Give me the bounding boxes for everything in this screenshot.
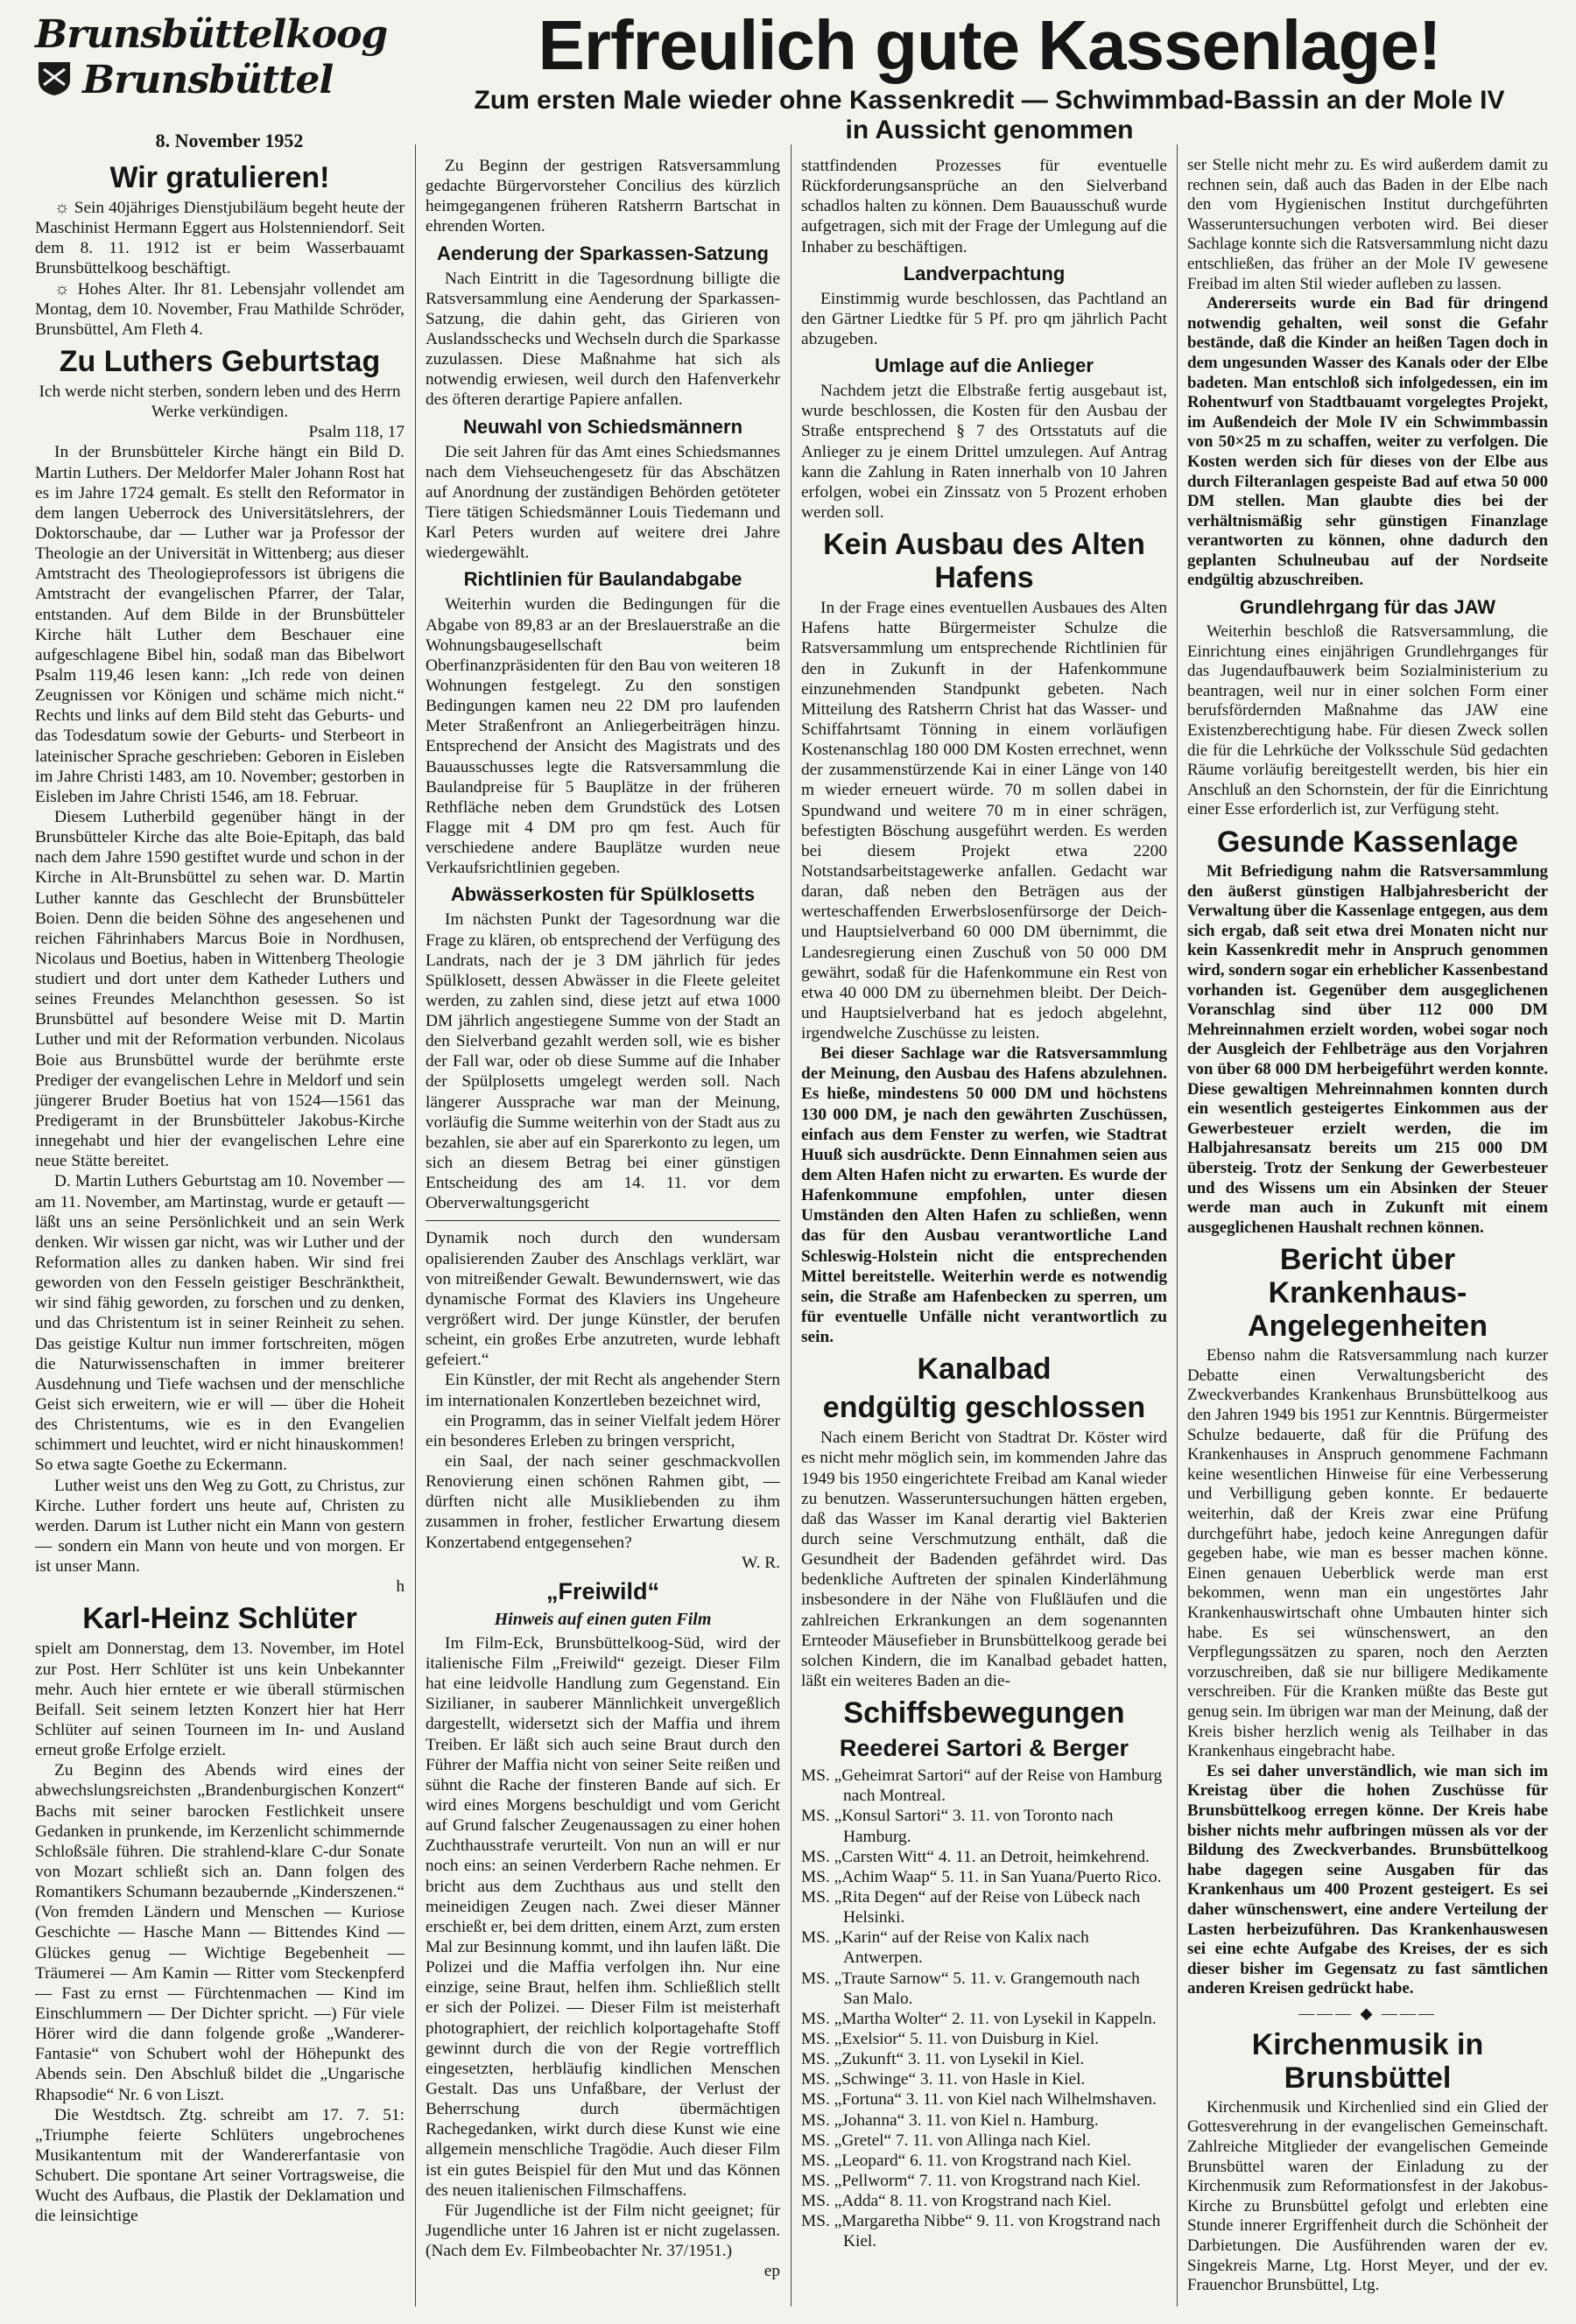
article-paragraph: Die Westdtsch. Ztg. schreibt am 17. 7. 51: „Triumphe feierte Schlüters ungebrochenes Musikantentum mit der Wandererfantasie von Schubert. Die spontane Art seiner Vortragsweise, die Wucht des Aufbaus, die Plastik der Deklamation und die leinsichtige [35,2105,405,2226]
ship-entry: MS. „Karin“ auf der Reise von Kalix nach Antwerpen. [801,1928,1089,1968]
article-paragraph: Es sei daher unverständlich, wie man sich im Kreistag über die hohen Zuschüsse für Brunsbüttelkoog erregen könne. Der Kreis habe bisher nichts mehr aufbringen müssen als vor der Bildung des Zweckverbandes. Brunsbüttelkoog habe dagegen seine Ausgaben für das Krankenhaus um 400 Prozent gesteigert. Es sei daher wünschenswert, eine andere Verteilung der Lasten herbeizuführen. Das Krankenhauswesen sei eine echte Aufgabe des Kreises, der es sich dieser bisher im Gegensatz zu fast sämtlichen anderen Kreisen gedrückt habe. [1187,1761,1548,1998]
column-rule [1177,144,1178,2306]
author-sign: h [396,1577,405,1597]
ship-entry: MS. „Schwinge“ 3. 11. von Hasle in Kiel. [801,2070,1086,2089]
masthead-line-1: Brunsbüttelkoog [35,12,388,57]
column-1 [35,156,405,2227]
ship-entry: MS. „Zukunft“ 3. 11. von Lysekil in Kiel. [801,2050,1085,2069]
article-paragraph: Diesem Lutherbild gegenüber hängt in der Brunsbütteler Kirche das alte Boie-Epitaph, das bald nach dem Jahre 1590 gestiftet wurde und schon in der Kirche in Alt-Brunsbüttel zu sehen war. D. Martin Luther kannte das Geschlecht der Brunsbütteler Boien. Denn die beiden Söhne des angesehenen und reichen Fährinhabers Marcus Boie in Nordhusen, Nicolaus und Boetius, haben in Wittenberg Theologie studiert und dort unter dem Katheder Luthers und seines Freundes Melanchthon gesessen. So ist Brunsbüttel auf besondere Weise mit D. Martin Luther und mit der Reformation verbunden. Nicolaus Boie aus Brunsbüttel wurde der berühmte erste Prediger der evangelischen Lehre in Meldorf und sein jüngerer Bruder Boetius hat von 1524—1561 das Predigeramt in der Brunsbütteler Jakobus-Kirche innegehabt und hier der evangelischen Lehre eine neue Stätte bereitet. [35,807,405,1171]
main-subheadline-2: in Aussicht genommen [845,116,1134,144]
section-title-krankenhaus: Bericht über Krankenhaus-Angelegenheiten [1248,1243,1488,1344]
section-title-jaw: Grundlehrgang für das JAW [1239,596,1496,619]
ship-entry: MS. „Geheimrat Sartori“ auf der Reise von Hamburg nach Montreal. [801,1766,1163,1806]
section-title-hafen: Kein Ausbau des Alten Hafens [823,528,1145,595]
article-paragraph: Dynamik noch durch den wundersam opalisierenden Zauber des Anschlags verklärt, war von mitreißender Gewalt. Bewundernswert, wie das dynamische Format des Klaviers ins Ungeheure vergrößert wird. Der junge Künstler, der berufen scheint, ein großes Erbe anzutreten, wurde lebhaft gefeiert.“ [426,1229,780,1370]
section-title-kanalbad: Kanalbad [917,1352,1052,1387]
article-paragraph: Ein Künstler, der mit Recht als angehender Stern im internationalen Konzertleben bezeichnet wird, [426,1371,780,1410]
ship-entry: MS. „Pellworm“ 7. 11. von Krogstrand nach Kiel. [801,2171,1141,2190]
article-paragraph: Im nächsten Punkt der Tagesordnung war die Frage zu klären, ob entsprechend der Verfügung des Landrats, nach der je 3 DM jährlich für jedes Spülklosett, dessen Abwässer in die Fleete geleitet werden, zu zahlen sind, diese jetzt auf etwa 1000 DM jährlich angestiegene Summe von der Stadt an den Sielverband gezahlt werden soll, wie es bisher der Fall war, oder ob diese Summe auf die Inhaber der Spülplosetts umgelegt werden soll. Nach längerer Aussprache war man der Meinung, vorläufig die Summe weiterhin von der Stadt aus zu bezahlen, sie aber auf ein Sparerkonto zu legen, um sich an diesem Betrag bei einer günstigen Entscheidung des am 14. 11. vor dem Oberverwaltungsgericht [426,910,780,1213]
ship-entry: MS. „Traute Sarnow“ 5. 11. v. Grangemouth nach San Malo. [801,1969,1140,2008]
section-subtitle-freiwild: Hinweis auf einen guten Film [494,1609,712,1629]
masthead-line-2: Brunsbüttel [82,58,334,102]
section-title-schiffe: Schiffsbewegungen [843,1696,1125,1731]
article-paragraph: ☼ Sein 40jähriges Dienstjubiläum begeht heute der Maschinist Hermann Eggert aus Holstenniendorf. Seit dem 8. 11. 1912 ist er beim Wasserbauamt Brunsbüttelkoog beschäftigt. [35,199,405,278]
article-paragraph: Nach Eintritt in die Tagesordnung billigte die Ratsversammlung eine Aenderung der Sparkassen-Satzung, die dahin geht, das Girieren von Auslandsschecks und Wechseln durch die Sparkasse zuzulassen. Diese Maßnahme hat sich als notwendig erwiesen, weil durch den Hafenverkehr des öfteren derartige Papiere anfallen. [426,269,780,410]
section-title-kanalbad-2: endgültig geschlossen [822,1391,1146,1425]
article-paragraph: Für Jugendliche ist der Film nicht geeignet; für Jugendliche unter 16 Jahren ist er nicht zugelassen. (Nach dem Ev. Filmbeobachter Nr. 37/1951.) [426,2201,780,2261]
article-paragraph: Zu Beginn der gestrigen Ratsversammlung gedachte Bürgervorsteher Concilius des kürzlich heimgegangenen früheren Ratsherrn Bartschat in ehrenden Worten. [426,157,780,236]
bible-quote-source: Psalm 118, 17 [308,423,405,442]
article-paragraph: ☼ Hohes Alter. Ihr 81. Lebensjahr vollendet am Montag, dem 10. November, Frau Mathilde Schröder, Brunsbüttel, Am Fleth 4. [35,279,405,339]
ship-entry: MS. „Adda“ 8. 11. von Krogstrand nach Kiel. [801,2192,1112,2211]
ship-entry: MS. „Exelsior“ 5. 11. von Duisburg in Kiel. [801,2029,1100,2048]
article-paragraph: ein Programm, das in seiner Vielfalt jedem Hörer ein besonderes Erleben zu bringen verspricht, [426,1411,780,1450]
ship-entry: MS. „Carsten Witt“ 4. 11. an Detroit, heimkehrend. [801,1847,1150,1866]
column-rule [791,144,792,2306]
ship-entry: MS. „Margaretha Nibbe“ 9. 11. von Krogstrand nach Kiel. [801,2212,1161,2251]
article-paragraph: Andererseits wurde ein Bad für dringend notwendig gehalten, weil sonst die Gefahr bestände, daß die Kinder an heißen Tagen doch in dem ungesunden Wasser des Kanals oder der Elbe badeten. Man entschloß sich infolgedessen, ein im Rohentwurf von Stadtbauamt vorgelegtes Projekt, im Außendeich der Mole IV ein Schwimmbassin von 50×25 m zu schaffen, weiter zu verfolgen. Die Kosten werden sich für dieses von der Elbe aus durch Filteranlagen gespeiste Bad auf etwa 50 000 DM stellen. Man glaubte dies bei der verhältnismäßig sehr günstigen Finanzlage verantworten zu können, ohne dadurch den geplanten Schulneubau auf der Nordseite endgültig abzuschreiben. [1187,294,1548,590]
section-title-umlage: Umlage auf die Anlieger [875,355,1094,377]
column-3 [801,156,1167,2252]
article-paragraph: Einstimmig wurde beschlossen, das Pachtland an den Gärtner Liedtke für 5 Pf. pro qm jährlich Pacht abzugeben. [801,289,1167,348]
ship-entry: MS. „Achim Waap“ 5. 11. in San Yuana/Puerto Rico. [801,1867,1162,1886]
ship-list [801,1766,1167,2251]
bible-quote: Ich werde nicht sterben, sondern leben und des Herrn Werke verkündigen. [39,382,401,422]
article-paragraph: Im Film-Eck, Brunsbüttelkoog-Süd, wird der italienische Film „Freiwild“ gezeigt. Dieser Film hat eine leidvolle Handlung zum Gegenstand. Ein Sizilianer, in sauberer Männlichkeit unvergeßlich dargestellt, widersetzt sich der Maffia und ihrem Treiben. Er läßt sich auch seine Braut durch den Führer der Maffia nicht von seiner Seite reißen und sühnt die Rache der finsteren Bande auf sich. Er wird eines Morgens beschuldigt und vom Gericht auf Grund falscher Zeugenaussagen zu einer hohen Zuchthausstrafe verurteilt. Von nun an will er nur noch eins: an seinen Verderbern Rache nehmen. Er bricht aus dem Zuchthaus aus und stellt den meineidigen Zeugen nach. Zwei dieser Männer erschießt er, bei dem dritten, einem Arzt, zum ersten Mal zur Besinnung kommt, und ihn laufen läßt. Die Polizei und die Maffia verfolgen ihn. Nur eine einzige, seine Braut, helfen ihm. Schließlich stellt er sich der Polizei. — Dieser Film ist meisterhaft photographiert, der reichlich kolportagehafte Stoff gewinnt durch die von der Regie vortrefflich eingesetzten, herbläufig kindlichen Menschen Gestalt. Das uns Unfaßbare, der Verlust der Beherrschung durch übermächtigen Rachegedanken, wirkt durch diese Kunst wie eine allgemein menschliche Tragödie. Auch dieser Film ist ein gutes Beispiel für den Mut und das Können des neuen italienischen Filmschaffens. [426,1633,780,2200]
article-paragraph: Die seit Jahren für das Amt eines Schiedsmannes nach dem Viehseuchengesetz für das Abschätzen auf Anordnung der zuständigen Behörden getöteter Tiere tätigen Schiedsmänner Louis Tiedemann und Karl Peters wurden auf weitere drei Jahre wiedergewählt. [426,442,780,563]
section-title-schiedsmaenner: Neuwahl von Schiedsmännern [462,415,743,438]
column-rule [415,144,416,2306]
ship-entry: MS. „Fortuna“ 3. 11. von Kiel nach Wilhelmshaven. [801,2090,1157,2110]
crest-icon [35,59,74,108]
article-paragraph: In der Frage eines eventuellen Ausbaues des Alten Hafens hatte Bürgermeister Schulze die Ratsversammlung um entsprechende Richtlinien für den in Zukunft in der Hafenkommune einzunehmenden Standpunkt gebeten. Nach Mitteilung des Ratsherrn Christ hat das Wasser- und Schiffahrtsamt Tönning in einem vorläufigen Kostenanschlag 180 000 DM Kosten errechnet, wenn der zusammenstürzende Kai in einer Länge von 140 m wieder erneuert würde. 70 m sollen dabei in Spundwand und weitere 70 m in einer schrägen, befestigten Böschung ausgeführt werden. Es werden bei diesem Projekt etwa 2200 Notstandsarbeitstagewerke anfallen. Gedacht war daran, daß neben den Beträgen aus der werteschaffenden Erwerbslosenfürsorge der Deich- und Hauptsielverband 60 000 DM übernimmt, die Landesregierung einen Zuschuß von 50 000 DM gewährt, sodaß für die Hafenkommune ein Rest von etwa 40 000 DM zu übernehmen bleibt. Der Deich- und Hauptsielverband hat es jedoch abgelehnt, irgendwelche Zuschüsse zu leisten. [801,599,1167,1043]
article-paragraph: Luther weist uns den Weg zu Gott, zu Christus, zur Kirche. Luther fordert uns heute auf, Christen zu werden. Darum ist Luther nicht ein Mann von gestern — sondern ein Mann von heute und von morgen. Er ist unser Mann. [35,1476,405,1576]
main-headline: Erfreulich gute Kassenlage! [538,6,1441,84]
column-4 [1187,156,1548,2296]
section-title-kassenlage: Gesunde Kassenlage [1217,825,1518,859]
section-title-luther: Zu Luthers Geburtstag [59,344,381,378]
article-paragraph: Mit Befriedigung nahm die Ratsversammlung den äußerst günstigen Halbjahresbericht der Verwaltung über die Kassenlage entgegen, aus dem sich ergab, daß seit etwa drei Monaten nicht nur kein Kassenkredit mehr in Anspruch genommen wird, sondern sogar ein erheblicher Kassenbestand vorhanden ist. Gegenüber dem ausgeglichenen Voranschlag sind über 112 000 DM Mehreinnahmen erzielt worden, wobei sogar noch der Ausgleich der Fehlbeträge aus den Vorjahren von über 68 000 DM herbeigeführt werden konnte. Diese gewaltigen Mehreinnahmen konnten durch ein wesentlich gesteigertes Einkommen aus der Gewerbesteuer erzielt werden, die im Halbjahresansatz bereits um 215 000 DM übersteig. Trotz der Senkung der Gewerbesteuer und des Wissens um ein Absinken der Steuer werde man auch in Zukunft mit einem ausgeglichenen Haushalt rechnen können. [1187,862,1548,1237]
issue-date: 8. November 1952 [155,130,304,151]
article-paragraph: stattfindenden Prozesses für eventuelle Rückforderungsansprüche an den Sielverband schadlos halten zu können. Dem Bauausschuß wurde aufgetragen, sich mit der Frage der Umlegung auf die Inhaber zu beschäftigen. [801,157,1167,256]
article-paragraph: D. Martin Luthers Geburtstag am 10. November — am 11. November, am Martinstag, wurde er getauft — läßt uns an seine Persönlichkeit und an sein Werk denken. Wir wissen gar nicht, was wir Luther und der Reformation alles zu danken haben. Wir sind frei geworden von den Fesseln geistiger Beschränktheit, wir sind fähig geworden, zu forschen und zu denken, und das Christentum ist in seiner Reinheit zu sehen. Das geistige Kultur nun immer fortschreiten, mögen die Naturwissenschaften in immer breiterer Ausdehnung und Tiefe wachsen und der menschliche Geist sich erweitern, wie er will — über die Hoheit des Christentums, wie es in den Evangelien schimmert und leuchtet, wird er nicht hinauskommen! So etwa sagte Goethe zu Eckermann. [35,1172,405,1475]
author-sign: ep [763,2262,780,2281]
article-paragraph: Zu Beginn des Abends wird eines der abwechslungsreichsten „Brandenburgischen Konzert“ Bachs mit seiner barocken Festlichkeit unsere Gedanken in prunkende, im Kerzenlicht schimmernde Schloßsäle führen. Die strahlend-klare C-dur Sonate von Mozart schließt sich an. Dann folgen des Romantikers Schumann bezaubernde „Kinderszenen.“ (Von fremden Ländern und Menschen — Kuriose Geschichte — Hasche Mann — Bittendes Kind — Glückes genug — Wichtige Begebenheit — Träumerei — Am Kamin — Ritter vom Steckenpferd — Fast zu ernst — Fürchtenmachen — Kind im Einschlummern — Der Dichter spricht. —) Für viele Hörer wird die dann folgende große „Wanderer-Fantasie“ von Schubert wohl der Höhepunkt des Abends sein. Den Abschluß bildet die „Ungarische Rhapsodie“ Nr. 6 von Liszt. [35,1761,405,2104]
divider [426,1220,780,1221]
article-paragraph: Kirchenmusik und Kirchenlied sind ein Glied der Gottesverehrung in der evangelischen Gemeinschaft. Zahlreiche Mitglieder der evangelischen Gemeinde Brunsbüttel waren der Einladung zu der Kirchenmusik zum Reformationsfest in der Jakobus-Kirche zu Brunsbüttel gefolgt und erlebten eine Stunde innerer Ergriffenheit durch die Schönheit der Darbietungen. Die Ausführenden waren der ev. Singekreis Marne, Ltg. Horst Meyer, und der ev. Frauenchor Brunsbüttel, Ltg. [1187,2097,1548,2295]
ship-entry: MS. „Gretel“ 7. 11. von Allinga nach Kiel. [801,2131,1091,2150]
main-headline-block [420,5,1558,145]
section-subtitle-reederei: Reederei Sartori & Berger [839,1735,1129,1762]
ship-entry: MS. „Leopard“ 6. 11. von Krogstrand nach Kiel. [801,2151,1131,2170]
article-paragraph: Ebenso nahm die Ratsversammlung nach kurzer Debatte einen Verwaltungsbericht des Zweckverbandes Krankenhaus Brunsbüttelkoog aus den Jahren 1949 bis 1951 zur Kenntnis. Bürgermeister Schulze bedauerte, daß für die Prüfung des Krankenhauses in Anspruch genommene Fachmann keine wesentlichen Hinweise für eine Verbesserung und Verbilligung geben konnte. Er bedauerte weiterhin, daß der Kreis zwar eine Prüfung durchgeführt habe, jedoch keine Anregungen dafür gegeben habe, wie man es besser machen könne. Einen genauen Ueberblick werde man erst bekommen, wenn man ein ungestörtes Jahr Krankenhauswirtschaft ohne Umbauten hinter sich habe. Es sei wünschenswert, an den Verpflegungssätzen zu sparen, noch den Aerzten vorzuschreiben, daß sie nur billigere Medikamente verschreiben. Für die Kranken müßte das Beste gut genug sein. Im übrigen war man der Meinung, daß der Kreis bisher herzlich wenig als Teilhaber in das Krankenhaus eingebracht habe. [1187,1346,1549,1761]
ornament-divider: ——— ◆ ——— [1298,2004,1437,2022]
section-title-gratulation: Wir gratulieren! [109,161,330,194]
section-title-sparkasse: Aenderung der Sparkassen-Satzung [437,242,769,264]
author-sign: W. R. [742,1553,780,1572]
article-paragraph: In der Brunsbütteler Kirche hängt ein Bild D. Martin Luthers. Der Meldorfer Maler Johann Rost hat es im Jahre 1724 gemalt. Es stellt den Reformator in dem langen Ueberrock des Universitätslehrers, der Doktorschaube, dar — Luther war ja Professor der Theologie an der Universität in Wittenberg; aus dieser Amtstracht des Theologieprofessors ist übrigens die Amtstracht der evangelischen Pfarrer, der Talar, entstanden. Auf dem Bilde in der Brunsbütteler Kirche hält Luther dem Beschauer eine aufgeschlagene Bibel hin, sodaß man das Bibelwort Psalm 119,46 lesen kann: „Ich rede von deinen Zeugnissen vor Königen und schäme mich nicht.“ Rechts und links auf dem Bild steht das Geburts- und das Todesdatum sowie der Geburts- und Sterbeort in lateinischer Sprache geschrieben: Geboren in Eisleben im Jahre Christi 1483, am 10. November; gestorben in Eisleben im Jahre Christi 1546, am 18. Februar. [35,443,405,806]
ship-entry: MS. „Johanna“ 3. 11. von Kiel n. Hamburg. [801,2110,1099,2130]
masthead-line-2-row [35,58,403,108]
article-paragraph: ein Saal, der nach seiner geschmackvollen Renovierung einen schönen Rahmen gibt, — dürften nicht alle Musikliebenden zu ihm zusammen in froher, festlicher Erwartung diesem Konzertabend entgegensehen? [426,1452,780,1552]
masthead [35,12,403,126]
section-title-schlueter: Karl-Heinz Schlüter [82,1602,357,1636]
column-2 [426,156,780,2281]
section-title-freiwild: „Freiwild“ [545,1577,659,1604]
section-title-landverpachtung: Landverpachtung [903,262,1066,284]
section-title-abwasser: Abwässerkosten für Spülklosetts [450,883,756,906]
article-paragraph: Weiterhin wurden die Bedingungen für die Abgabe von 89,83 ar an der Breslauerstraße an die Wohnungsbaugesellschaft beim Oberfinanzpräsidenten für den Bau von weiteren 18 Wohnungen festgelegt. Zu den sonstigen Bedingungen kamen neu 22 DM pro laufenden Meter Straßenfront an Anliegerbeiträgen hinzu. Entsprechend der Ansicht des Magistrats und des Bauausschusses legte die Ratsversammlung die Baulandpreise für 5 Bauplätze in der früheren Rethfläche neben dem Grundstück des Lotsen Flagge mit 4 DM pro qm fest. Auch für verschiedene andere Bauplätze wurden neue Verkaufsrichtlinien gegeben. [426,595,780,878]
ship-entry: MS. „Rita Degen“ auf der Reise von Lübeck nach Helsinki. [801,1887,1141,1927]
section-title-bauland: Richtlinien für Baulandabgabe [463,568,742,591]
section-title-kirchenmusik: Kirchenmusik in Brunsbüttel [1251,2027,1484,2095]
main-subheadline-1: Zum ersten Male wieder ohne Kassenkredit — Schwimmbad-Bassin an der Mole IV [474,86,1505,115]
ship-entry: MS. „Konsul Sartori“ 3. 11. von Toronto nach Hamburg. [801,1807,1114,1846]
article-paragraph: Weiterhin beschloß die Ratsversammlung, die Einrichtung eines einjährigen Grundlehrganges für das Jugendaufbauwerk beim Sozialministerium zu beantragen, weil nur in einer solchen Form einer berufsfördernden Maßnahme das JAW eine Existenzberechtigung habe. Für diesen Zweck sollen die für die Lehrküche der Volksschule Süd gedachten Räume vorläufig bereitgestellt werden, bis hier ein Anschluß an den Schornstein, der für die Einrichtung einer Esse erforderlich ist, zur Verfügung steht. [1187,622,1548,819]
article-paragraph: Nachdem jetzt die Elbstraße fertig ausgebaut ist, wurde beschlossen, die Kosten für den Ausbau der Straße entsprechend § 7 des Ortsstatuts auf die Anlieger zu je einem Drittel umzulegen. Auf Antrag kann die Zahlung in Raten innerhalb von 10 Jahren erfolgen, wobei ein Zinssatz von 5 Prozent erhoben werden soll. [801,382,1167,522]
ship-entry: MS. „Martha Wolter“ 2. 11. von Lysekil in Kappeln. [801,2009,1157,2028]
article-paragraph: ser Stelle nicht mehr zu. Es wird außerdem damit zu rechnen sein, daß auch das Baden in der Elbe nach den vom Hygienischen Institut durchgeführten Wasseruntersuchungen verboten wird. Bei dieser Sachlage konnte sich die Ratsversammlung nicht dazu entschließen, das früher an der Mole IV gewesene Freibad im alten Stil wieder aufleben zu lassen. [1187,156,1548,293]
article-paragraph: Nach einem Bericht von Stadtrat Dr. Köster wird es nicht mehr möglich sein, im kommenden Jahre das 1949 bis 1950 eingerichtete Freibad am Kanal wieder zu benutzen. Wasseruntersuchungen hätten ergeben, daß das Wasser im Kanal derartig viel Bakterien durch seine Verschmutzung enthält, daß die Gesundheit der Badenden gefährdet wird. Das bedenkliche Auftreten der spinalen Kinderlähmung insbesondere in der Nähe von Flußläufen und die zahlreichen Erkrankungen an dem sogenannten Ernteoder Mäusefieber in Brunsbüttelkoog gerade bei solchen Kindern, die im Kanalbad gebadet hatten, läßt ein weiteres Baden an die- [801,1429,1167,1690]
article-paragraph: Bei dieser Sachlage war die Ratsversammlung der Meinung, den Ausbau des Hafens abzulehnen. Es hieße, mindestens 50 000 DM und höchstens 130 000 DM, je nach den gewährten Zuschüssen, einfach aus dem Fenster zu werfen, wie Stadtrat Huuß sich ausdrückte. Denn Einnahmen seien aus dem Alten Hafen nicht zu erwarten. Es wurde der Hafenkommune empfohlen, unter diesen Umständen den Alten Hafen zu schließen, wenn das für den Ausbau verantwortliche Land Schleswig-Holstein nicht die entsprechenden Mittel bereitstelle. Weiterhin werde es notwendig sein, die Straße am Hafenbecken zu sperren, um für eventuelle Unfälle nicht verantwortlich zu sein. [801,1044,1167,1347]
article-paragraph: spielt am Donnerstag, dem 13. November, im Hotel zur Post. Herr Schlüter ist uns kein Unbekannter mehr. Auch hier erntete er wie überall stürmischen Beifall. Seit seinem letzten Konzert hier hat Herr Schlüter auf seinen Tourneen im In- und Ausland erneut große Erfolge erzielt. [35,1639,405,1760]
